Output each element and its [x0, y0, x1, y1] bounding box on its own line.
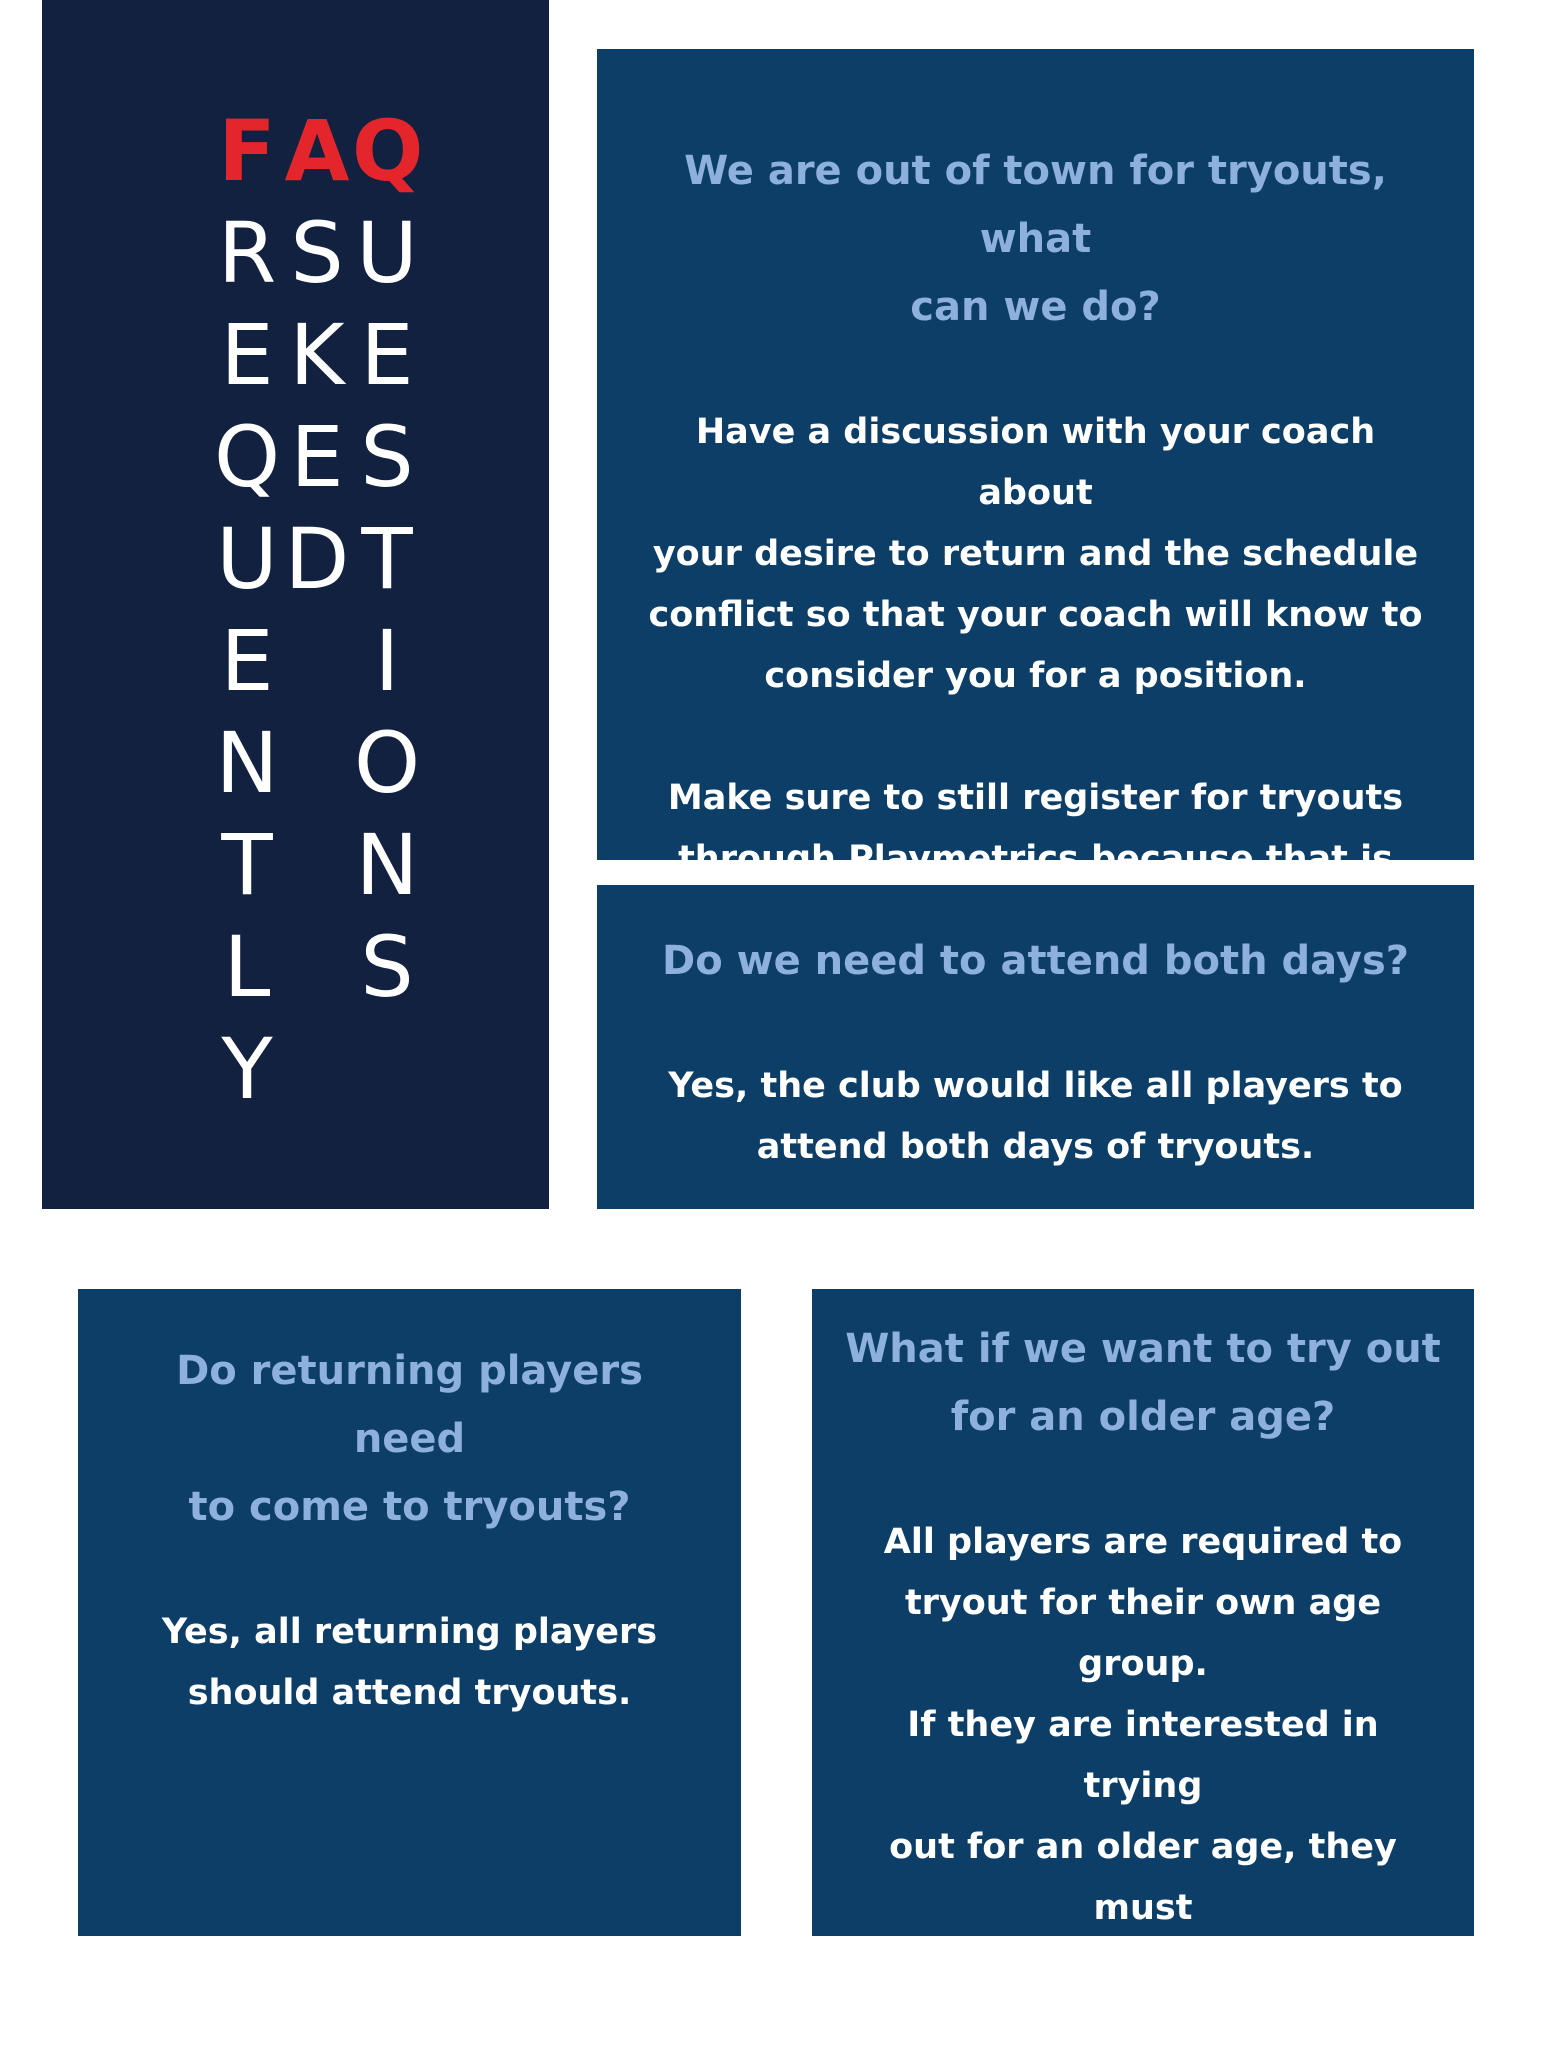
faq-answer: Make sure to still register for tryouts	[667, 778, 1404, 818]
faq-answer: your desire to return and the schedule	[652, 534, 1419, 574]
questions-letter: E	[360, 306, 414, 404]
faq-question: Do returning players need	[176, 1348, 643, 1462]
frequently-letter: T	[221, 816, 273, 914]
faq-question: for an older age?	[950, 1394, 1336, 1440]
questions-letter: I	[374, 612, 400, 710]
faq-answer: out for an older age, they must	[889, 1827, 1397, 1928]
asked-letter	[282, 916, 352, 1018]
faq-question: can we do?	[910, 284, 1161, 330]
asked-letter	[282, 712, 352, 814]
faq-title-grid	[212, 100, 422, 1120]
faq-answer: All players are required to	[883, 1522, 1403, 1562]
frequently-letter: Y	[221, 1020, 273, 1118]
frequently-letter: L	[223, 918, 271, 1016]
questions-letter: U	[356, 204, 418, 302]
faq-sidebar	[42, 0, 549, 1209]
faq-answer: conflict so that your coach will know to	[648, 595, 1423, 635]
asked-letter: D	[284, 510, 350, 608]
frequently-letter: E	[220, 306, 274, 404]
asked-letter: E	[290, 408, 344, 506]
faq-letter-q: Q	[352, 102, 424, 200]
faq-answer: attend both days of tryouts.	[756, 1127, 1315, 1167]
faq-question: Do we need to attend both days?	[662, 938, 1409, 984]
questions-letter: S	[360, 918, 414, 1016]
asked-letter: S	[290, 204, 344, 302]
questions-letter: S	[360, 408, 414, 506]
faq-letter-a: A	[284, 102, 350, 200]
frequently-letter: U	[216, 510, 278, 608]
questions-letter: O	[353, 714, 421, 812]
faq-answer: If they are interested in trying	[907, 1705, 1379, 1806]
faq-card-returning-players	[78, 1289, 741, 1936]
faq-answer: Yes, the club would like all players to	[668, 1066, 1403, 1106]
asked-letter	[282, 610, 352, 712]
faq-letter-f: F	[218, 102, 276, 200]
questions-letter: T	[361, 510, 413, 608]
faq-card-both-days	[597, 885, 1474, 1209]
faq-question: to come to tryouts?	[188, 1484, 631, 1530]
faq-card-older-age	[812, 1289, 1474, 2050]
asked-letter	[282, 1018, 352, 1120]
faq-answer: consider you for a position.	[764, 656, 1307, 696]
faq-answer: should attend tryouts.	[187, 1673, 632, 1713]
questions-letter	[352, 1018, 422, 1120]
frequently-letter: Q	[213, 408, 281, 506]
asked-letter: K	[289, 306, 345, 404]
faq-answer: through Playmetrics because that is	[678, 839, 1393, 879]
faq-answer: tryout for their own age group.	[904, 1583, 1382, 1684]
faq-answer: Yes, all returning players	[161, 1612, 658, 1652]
faq-answer: Have a discussion with your coach about	[695, 412, 1376, 513]
faq-question: We are out of town for tryouts, what	[684, 148, 1387, 262]
faq-answer: Director Of Coaching (DOC).	[866, 2010, 1420, 2050]
faq-question: What if we want to try out	[845, 1326, 1441, 1372]
faq-card-out-of-town	[597, 49, 1474, 879]
questions-letter: N	[355, 816, 419, 914]
frequently-letter: R	[217, 204, 277, 302]
frequently-letter: E	[220, 612, 274, 710]
faq-answer: have prior approval from their	[842, 1949, 1444, 1989]
frequently-letter: N	[215, 714, 279, 812]
asked-letter	[282, 814, 352, 916]
